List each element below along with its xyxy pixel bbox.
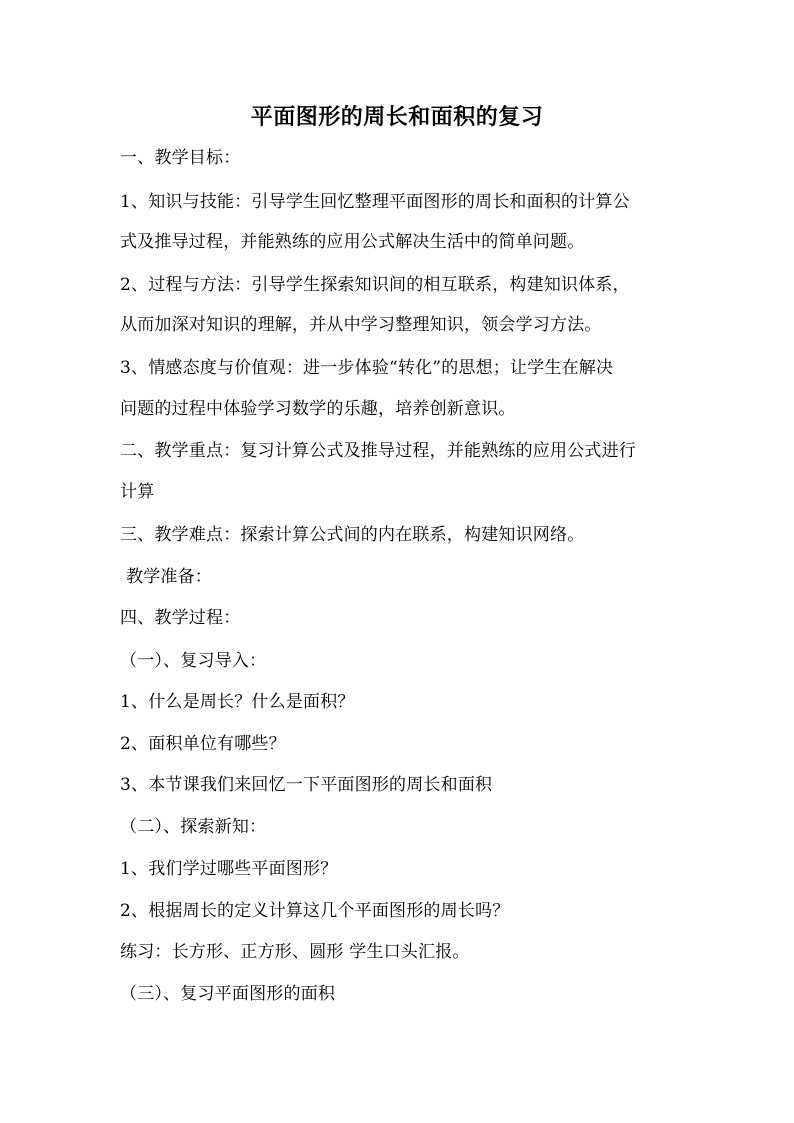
document-title: 平面图形的周长和面积的复习 — [250, 104, 544, 130]
paragraph-line: 计算 — [120, 482, 155, 502]
section-preparation: 教学准备： — [126, 567, 212, 587]
section-process-heading: 四、教学过程： — [120, 608, 241, 628]
paragraph-line: 2、过程与方法：引导学生探索知识间的相互联系，构建知识体系， — [120, 275, 630, 295]
list-item: 1、我们学过哪些平面图形？ — [120, 859, 338, 879]
subsection-heading: （三）、复习平面图形的面积 — [120, 984, 336, 1004]
subsection-heading: （二）、探索新知： — [120, 817, 267, 837]
paragraph-line: 从而加深对知识的理解，并从中学习整理知识，领会学习方法。 — [120, 315, 602, 335]
list-item: 2、面积单位有哪些？ — [120, 734, 286, 754]
list-item: 1、什么是周长？什么是面积？ — [120, 692, 355, 712]
section-key-points: 二、教学重点：复习计算公式及推导过程，并能熟练的应用公式进行 — [120, 441, 636, 461]
exercise-line: 练习：长方形、正方形、圆形 学生口头汇报。 — [120, 942, 470, 962]
list-item: 3、本节课我们来回忆一下平面图形的周长和面积 — [120, 775, 493, 795]
list-item: 2、根据周长的定义计算这几个平面图形的周长吗？ — [120, 901, 510, 921]
subsection-heading: （一）、复习导入： — [120, 651, 267, 671]
paragraph-line: 式及推导过程，并能熟练的应用公式解决生活中的简单问题。 — [120, 232, 585, 252]
paragraph-line: 1、知识与技能：引导学生回忆整理平面图形的周长和面积的计算公 — [120, 192, 630, 212]
paragraph-line: 3、情感态度与价值观：进一步体验“转化”的思想；让学生在解决 — [120, 358, 614, 378]
section-objectives-heading: 一、教学目标： — [120, 148, 241, 168]
paragraph-line: 问题的过程中体验学习数学的乐趣，培养创新意识。 — [120, 399, 516, 419]
section-difficulties: 三、教学难点：探索计算公式间的内在联系，构建知识网络。 — [120, 525, 585, 545]
